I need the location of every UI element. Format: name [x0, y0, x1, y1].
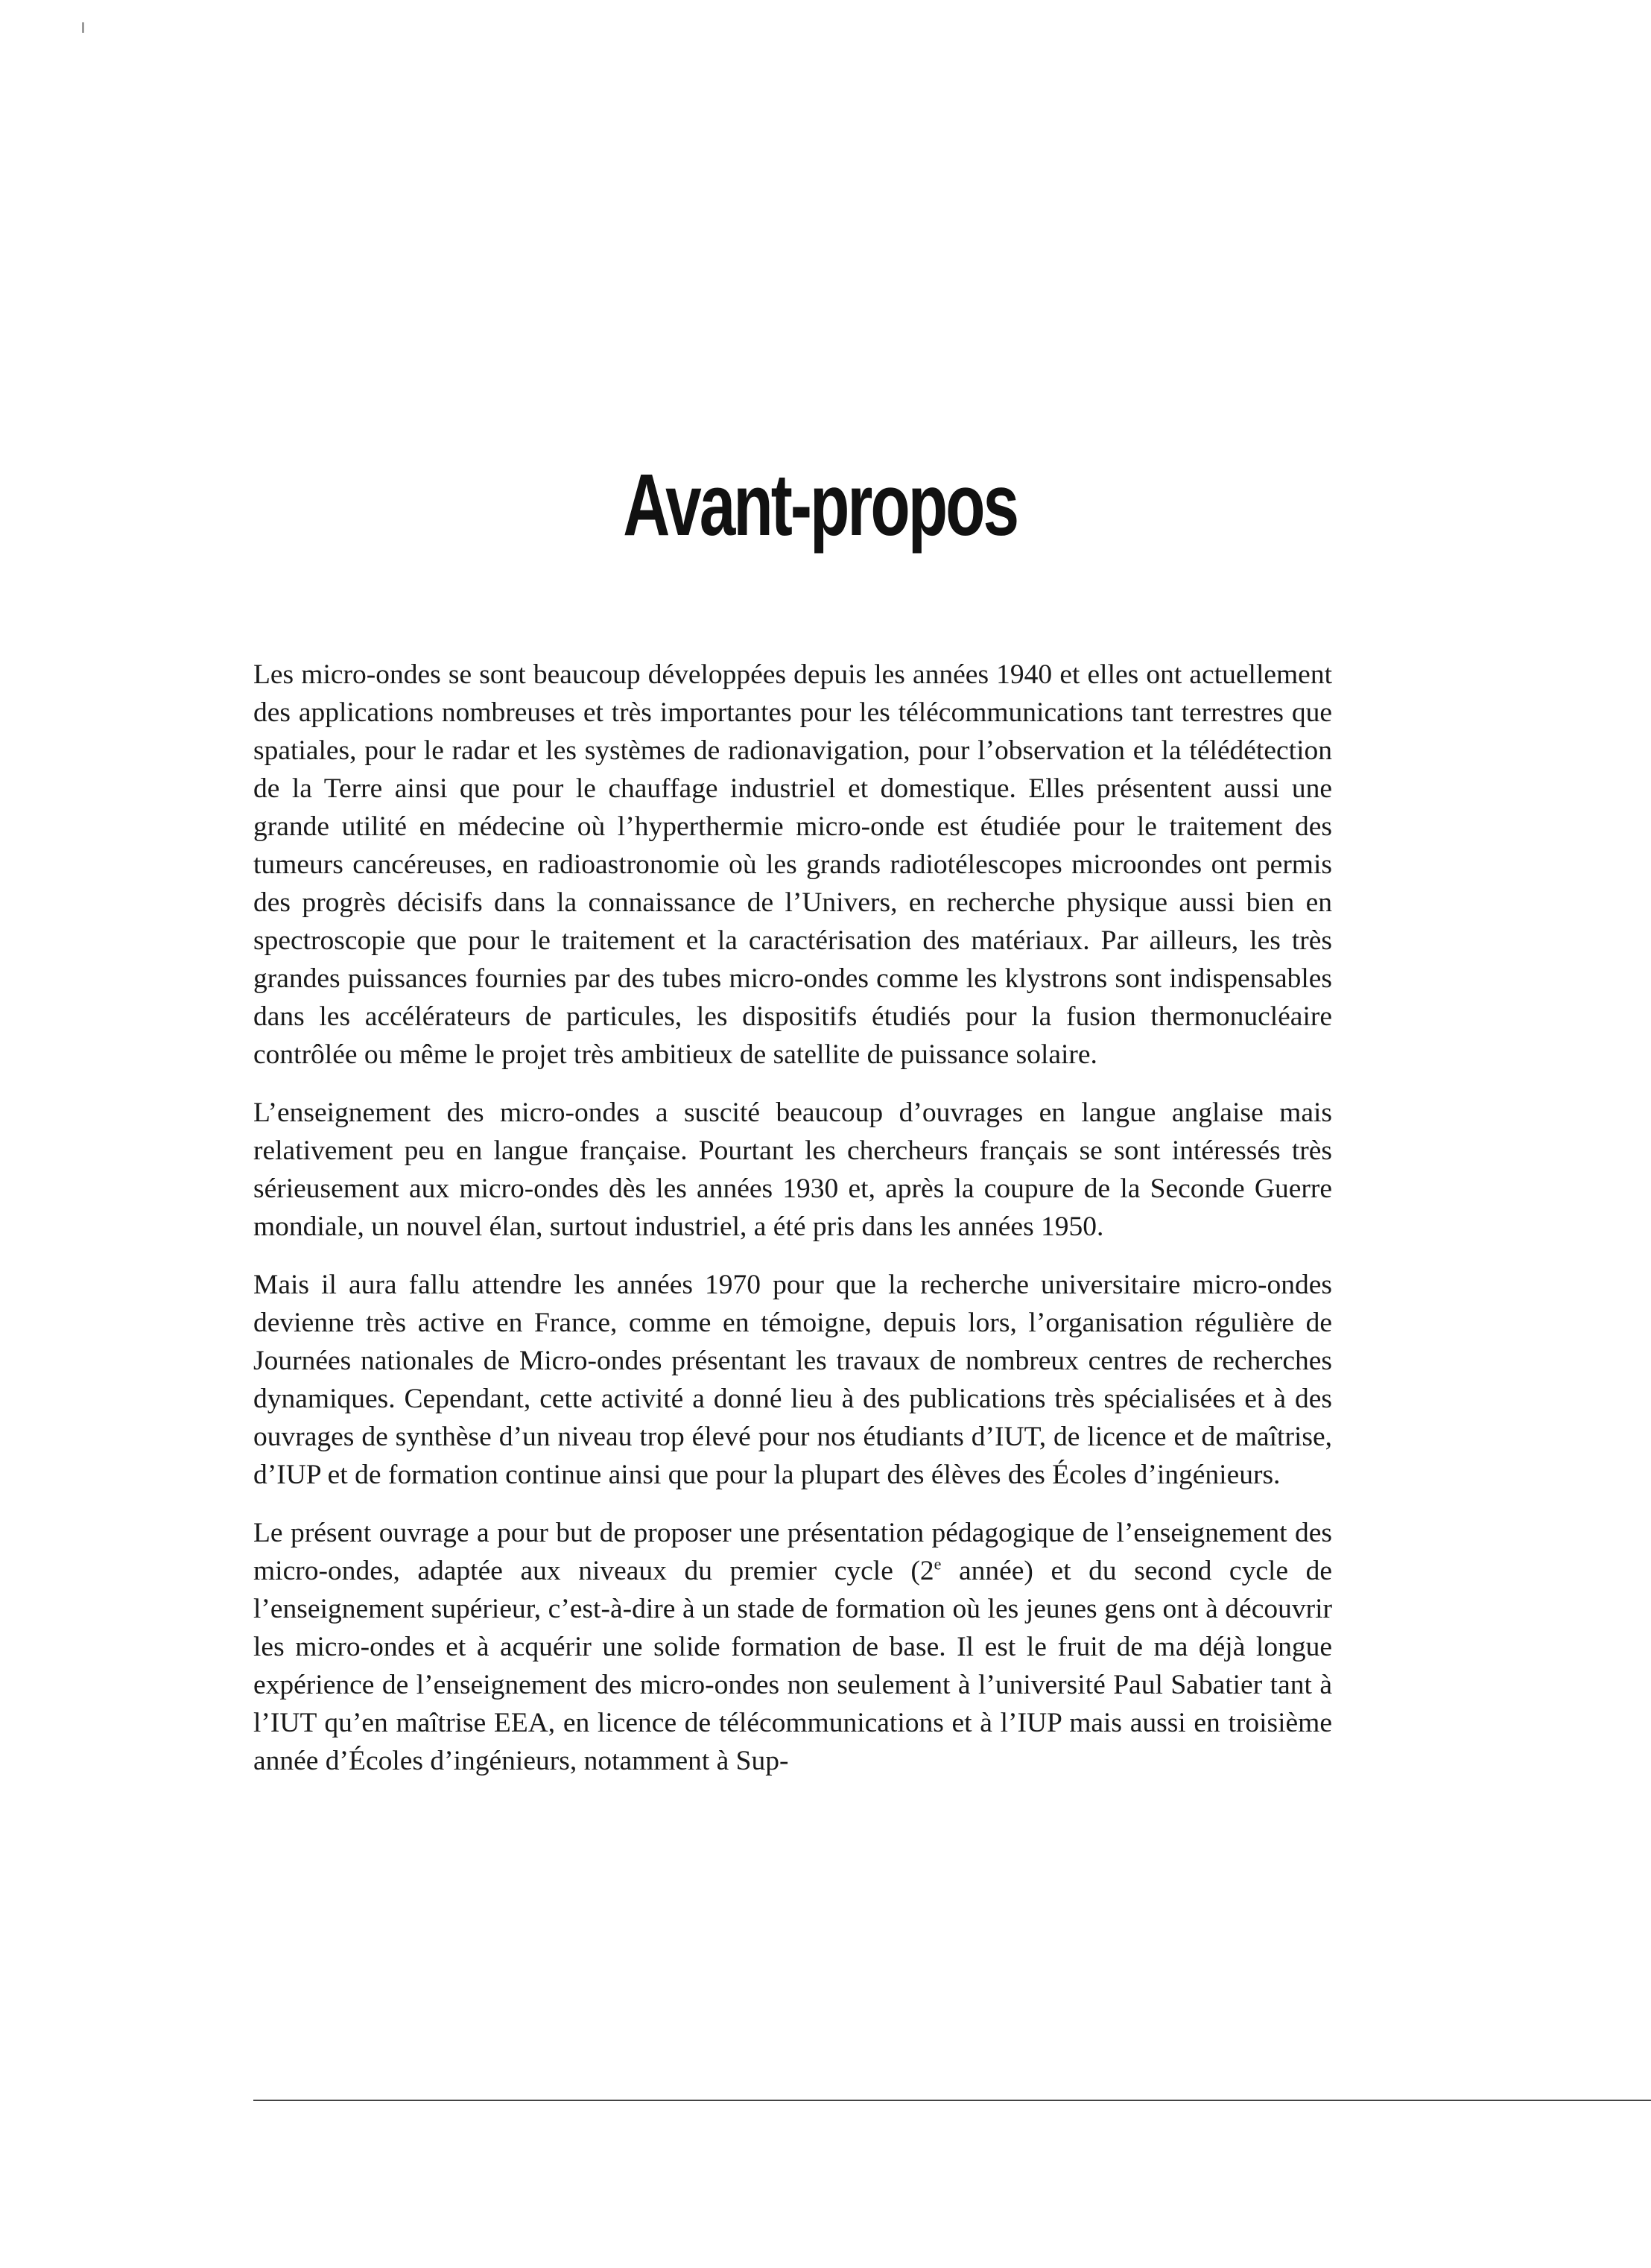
paragraph-2: L’enseignement des micro-ondes a suscité beaucoup d’ouvrages en langue anglaise mais relativement peu en langue française. Pourtant les chercheurs français se sont intéressés très sérieusement aux micro-ondes dès les années 1930 et, après la coupure de la Seconde Guerre mondiale, un nouvel élan, surtout industriel, a été pris dans les années 1950. — [253, 1097, 1332, 1242]
paragraph-4-part-1: Le présent ouvrage a pour but de proposer une présentation pédagogique de l’enseignement des micro-ondes, adaptée aux niveaux du premier cycle (2 — [253, 1518, 1332, 1586]
paragraph-3: Mais il aura fallu attendre les années 1970 pour que la recherche universitaire micro-ondes devienne très active en France, comme en témoigne, depuis lors, l’organisation régulière de Journées nationales de Micro-ondes présentant les travaux de nombreux centres de recherches dynamiques. Cependant, cette activité a donné lieu à des publications très spécialisées et à des ouvrages de synthèse d’un niveau trop élevé pour nos étudiants d’IUT, de licence et de maîtrise, d’IUP et de formation continue ainsi que pour la plupart des élèves des Écoles d’ingénieurs. — [253, 1270, 1332, 1490]
superscript-e: e — [934, 1554, 942, 1574]
body-text — [253, 656, 1332, 1800]
page-title: Avant-propos — [623, 456, 1018, 554]
footer-rule — [253, 2100, 1651, 2101]
scan-mark — [82, 22, 84, 33]
paragraph-1: Les micro-ondes se sont beaucoup développées depuis les années 1940 et elles ont actuellement des applications nombreuses et très importantes pour les télécommunications tant terrestres que spatiales, pour le radar et les systèmes de radionavigation, pour l’observation et la télédétection de la Terre ainsi que pour le chauffage industriel et domestique. Elles présentent aussi une grande utilité en médecine où l’hyperthermie micro-onde est étudiée pour le traitement des tumeurs cancéreuses, en radioastronomie où les grands radiotélescopes microondes ont permis des progrès décisifs dans la connaissance de l’Univers, en recherche physique aussi bien en spectroscopie que pour le traitement et la caractérisation des matériaux. Par ailleurs, les très grandes puissances fournies par des tubes micro-ondes comme les klystrons sont indispensables dans les accélérateurs de particules, les dispositifs étudiés pour la fusion thermonucléaire contrôlée ou même le projet très ambitieux de satellite de puissance solaire. — [253, 659, 1332, 1070]
paragraph-4 — [253, 1514, 1332, 1780]
paragraph-4-part-2: année) et du second cycle de l’enseignement supérieur, c’est-à-dire à un stade de formation où les jeunes gens ont à découvrir les micro-ondes et à acquérir une solide formation de base. Il est le fruit de ma déjà longue expérience de l’enseignement des micro-ondes non seulement à l’université Paul Sabatier tant à l’IUT qu’en maîtrise EEA, en licence de télécommunications et à l’IUP mais aussi en troisième année d’Écoles d’ingénieurs, notamment à Sup- — [253, 1556, 1332, 1776]
